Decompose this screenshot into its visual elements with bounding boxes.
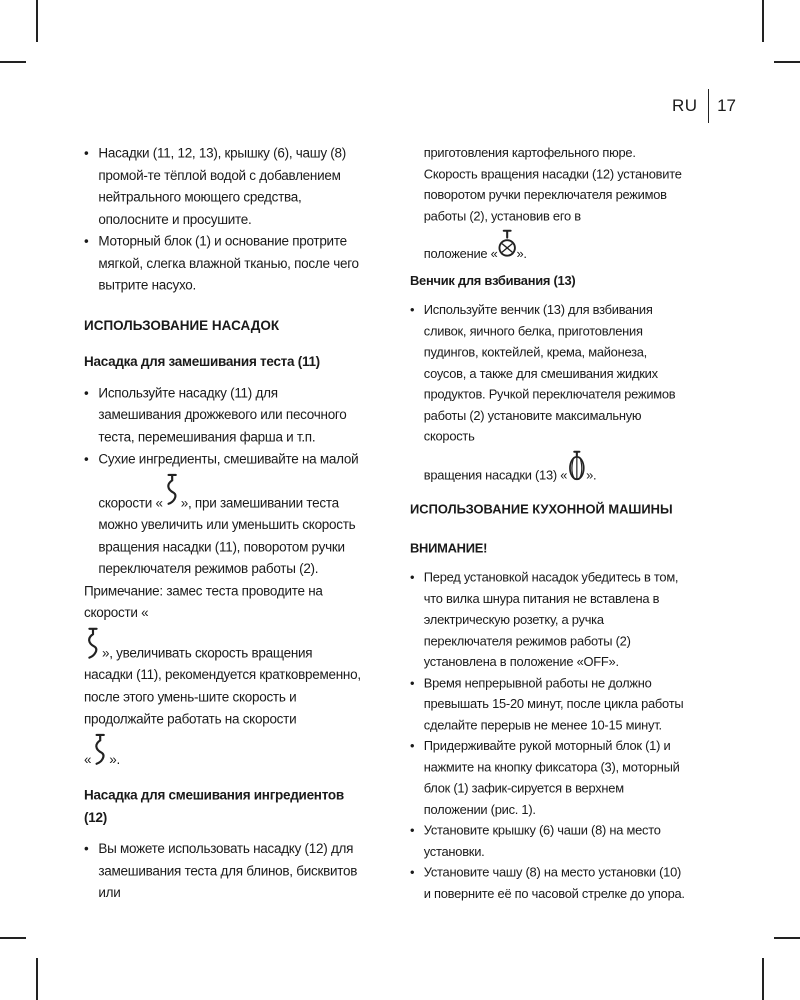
list-item: • Установите чашу (8) на место установки (10) и поверните её по часовой стрелке до упора. [410,863,685,905]
list-item-text: ». [586,467,597,483]
whisk-icon [567,448,586,482]
continued-paragraph [410,143,685,266]
list-item-text: вращения насадки (13) « [423,467,568,483]
list-item: • Время непрерывной работы не должно превышать 15-20 минут, после цикла работы сделайте перерыв не менее 10-15 минут. [410,673,685,736]
section-title-attachments: ИСПОЛЬЗОВАНИЕ НАСАДОК [84,317,280,334]
crop-mark [774,61,800,63]
page-header [672,92,736,120]
note-text: », увеличивать скорость вращения насадки (11), рекомендуется кратковременно, после этого умень-шите скорость и продолжайте работать на скорости [84,645,361,727]
subsection-title-whisk: Венчик для взбивания (13) [410,273,576,288]
note-paragraph [84,581,363,771]
section-title-kitchen-machine: ИСПОЛЬЗОВАНИЕ КУХОННОЙ МАШИНЫ [410,502,673,518]
paragraph-text: ». [516,247,527,262]
paragraph-text: положение « [423,247,498,262]
right-column [410,143,685,905]
crop-mark [762,0,764,42]
paragraph-text: приготовления картофельного пюре. Скорость вращения насадки (12) установите поворотом ручки переключателя режимов работы (2), установив его в [423,145,682,224]
dough-hook-icon [163,471,181,507]
crop-mark [0,937,26,939]
list-item: • Установите крышку (6) чаши (8) на место установки. [410,821,685,863]
crop-mark [762,958,764,1000]
list-item-text: скорости « [98,495,163,511]
warning-title: ВНИМАНИЕ! [410,540,488,556]
note-text: « [84,751,92,767]
language-code: RU [672,96,698,115]
list-item-text: », при замешивании теста можно увеличить или уменьшить скорость вращения насадки (11), поворотом ручки переключателя режимов работы (2). [98,495,356,577]
subsection-title-kneading: Насадка для замешивания теста (11) [84,354,320,370]
subsection-title-mixing: Насадка для смешивания ингредиентов (12) [84,788,344,826]
dough-hook-icon [84,625,102,661]
list-item-text: Сухие ингредиенты, смешивайте на малой [98,451,359,467]
list-item: • Моторный блок (1) и основание протрите мягкой, слегка влажной тканью, после чего вытрите насухо. [84,231,363,297]
list-item: • Вы можете использовать насадку (12) для замешивания теста для блинов, бисквитов или [84,838,363,904]
note-text: Примечание: замес теста проводите на скорости « [84,583,323,621]
list-item: • Придерживайте рукой моторный блок (1) и нажмите на кнопку фиксатора (3), моторный блок (1) зафик-сируется в верхнем положении (рис. 1). [410,736,685,820]
list-item-text: Используйте венчик (13) для взбивания сливок, яичного белка, приготовления пудингов, коктейлей, крема, майонеза, соусов, а также для смешивания жидких продуктов. Ручкой переключателя режимов работы (2) установите максимальную скорость [423,302,676,445]
crop-mark [774,937,800,939]
list-item: • Используйте насадку (11) для замешивания дрожжевого или песочного теста, перемешивания фарша и т.п. [84,383,363,449]
dough-hook-icon [91,731,109,767]
list-item: • Перед установкой насадок убедитесь в том, что вилка шнура питания не вставлена в электрическую розетку, а ручка переключателя режимов работы (2) установлена в положение «OFF». [410,568,685,673]
list-item: • Насадки (11, 12, 13), крышку (6), чашу (8) промой-те тёплой водой с добавлением нейтрального моющего средства, ополосните и просушите. [84,143,363,231]
page-number: 17 [717,96,736,115]
mixing-beater-icon [498,227,517,261]
crop-mark [36,958,38,1000]
left-column [84,143,363,905]
list-item [410,300,685,486]
crop-mark [36,0,38,42]
header-divider [708,89,710,123]
crop-mark [0,61,26,63]
list-item [84,449,363,581]
note-text: ». [109,751,120,767]
